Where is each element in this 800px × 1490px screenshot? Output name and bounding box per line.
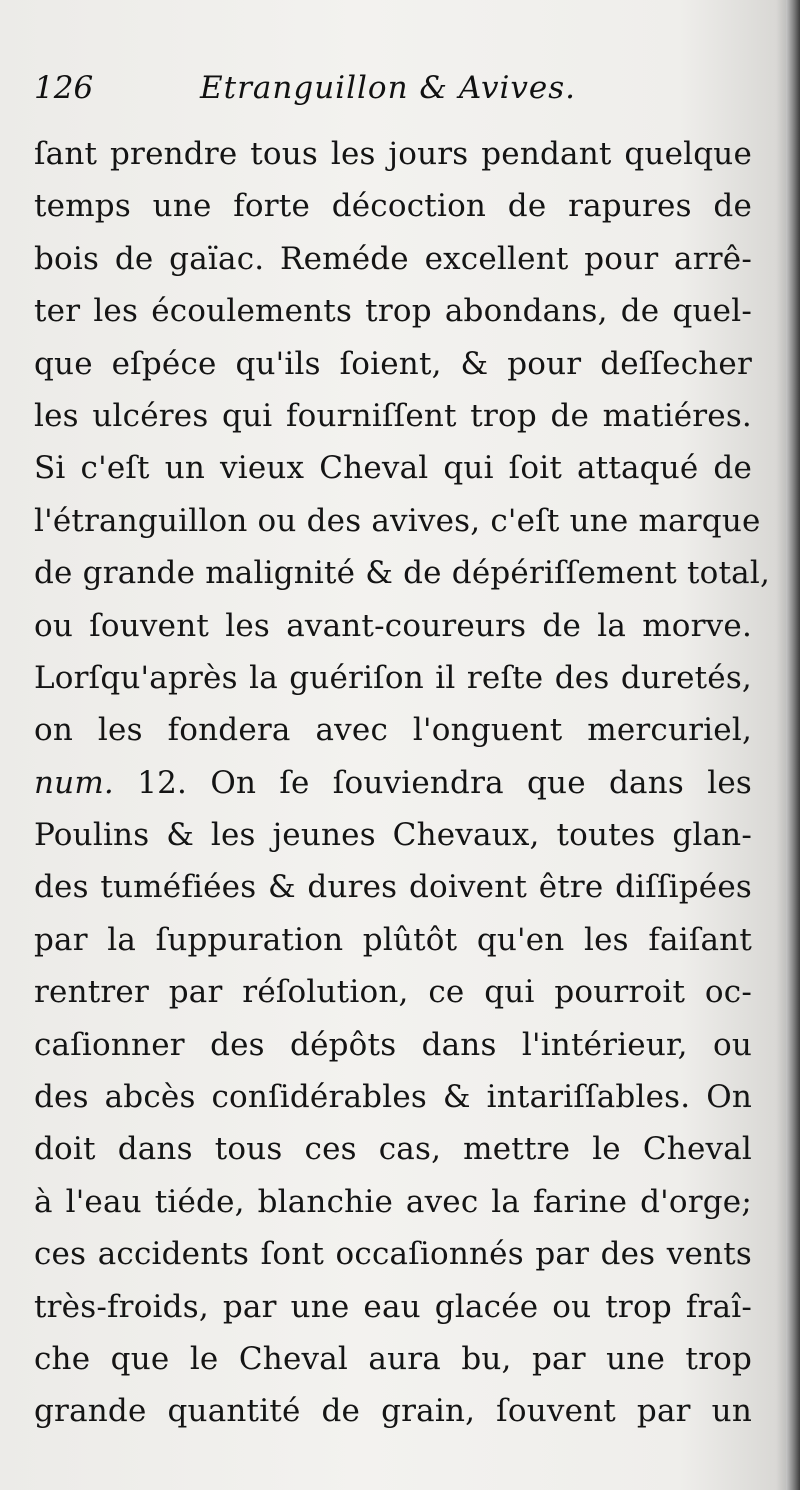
text-run: que eſpéce qu'ils ſoient, & pour deſſecher bbox=[34, 345, 752, 382]
text-line bbox=[34, 128, 752, 180]
text-line bbox=[34, 1019, 752, 1071]
text-run: des abcès conſidérables & intariſſables. On bbox=[34, 1079, 752, 1116]
text-line bbox=[34, 338, 752, 390]
text-line bbox=[34, 652, 752, 704]
text-run: les ulcéres qui fourniſſent trop de matiéres. bbox=[34, 397, 752, 434]
text-line bbox=[34, 1333, 752, 1385]
text-run: 12. On ſe ſouviendra que dans les bbox=[113, 764, 752, 801]
text-line bbox=[34, 285, 752, 337]
text-run: che que le Cheval aura bu, par une trop bbox=[34, 1340, 752, 1377]
running-title: Etranguillon & Avives. bbox=[200, 70, 577, 106]
text-line bbox=[34, 704, 752, 756]
page-edge-shadow bbox=[786, 0, 800, 1490]
text-run: temps une forte décoction de rapures de bbox=[34, 188, 752, 225]
text-run: grande quantité de grain, ſouvent par un bbox=[34, 1393, 752, 1430]
text-run: ou ſouvent les avant-coureurs de la morve. bbox=[34, 607, 752, 644]
text-run: caſionner des dépôts dans l'intérieur, ou bbox=[34, 1026, 752, 1063]
text-line bbox=[34, 495, 761, 547]
text-line bbox=[34, 1071, 752, 1123]
text-run: l'étranguillon ou des avives, c'eſt une marque bbox=[34, 502, 761, 539]
text-line bbox=[34, 861, 752, 913]
text-line bbox=[34, 600, 752, 652]
text-run: à l'eau tiéde, blanchie avec la farine d'orge; bbox=[34, 1183, 752, 1220]
text-line bbox=[34, 442, 752, 494]
text-run: de grande malignité & de dépériſſement total, bbox=[34, 555, 771, 592]
text-run: par la ſuppuration plûtôt qu'en les faiſant bbox=[34, 921, 752, 958]
text-run: Lorſqu'après la guériſon il reſte des duretés, bbox=[34, 659, 752, 696]
text-run: Poulins & les jeunes Chevaux, toutes glan- bbox=[34, 817, 752, 854]
text-line bbox=[34, 547, 771, 599]
text-line bbox=[34, 757, 752, 809]
text-line bbox=[34, 180, 752, 232]
text-line bbox=[34, 233, 752, 285]
text-line bbox=[34, 390, 752, 442]
text-line bbox=[34, 1123, 752, 1175]
italic-reference: num. bbox=[34, 764, 114, 801]
text-line bbox=[34, 1228, 752, 1280]
text-run: ces accidents ſont occaſionnés par des vents bbox=[34, 1236, 752, 1273]
text-run: bois de gaïac. Reméde excellent pour arrê- bbox=[34, 240, 752, 277]
text-run: ter les écoulements trop abondans, de quel- bbox=[34, 293, 752, 330]
text-line bbox=[34, 1281, 752, 1333]
text-line bbox=[34, 809, 752, 861]
body-text bbox=[34, 128, 771, 1438]
page-number: 126 bbox=[34, 70, 94, 106]
text-line bbox=[34, 966, 752, 1018]
text-run: ſant prendre tous les jours pendant quelque bbox=[34, 136, 752, 172]
text-line bbox=[34, 1385, 752, 1437]
text-line bbox=[34, 914, 752, 966]
text-run: doit dans tous ces cas, mettre le Cheval bbox=[34, 1131, 752, 1168]
text-run: rentrer par réſolution, ce qui pourroit oc- bbox=[34, 974, 752, 1011]
text-run: des tuméfiées & dures doivent être diſſipées bbox=[34, 869, 752, 906]
text-line bbox=[34, 1176, 752, 1228]
text-run: très-froids, par une eau glacée ou trop fraî- bbox=[34, 1288, 752, 1325]
page-header bbox=[34, 62, 754, 112]
text-run: Si c'eſt un vieux Cheval qui ſoit attaqué de bbox=[34, 450, 752, 487]
text-run: on les fondera avec l'onguent mercuriel, bbox=[34, 712, 752, 749]
